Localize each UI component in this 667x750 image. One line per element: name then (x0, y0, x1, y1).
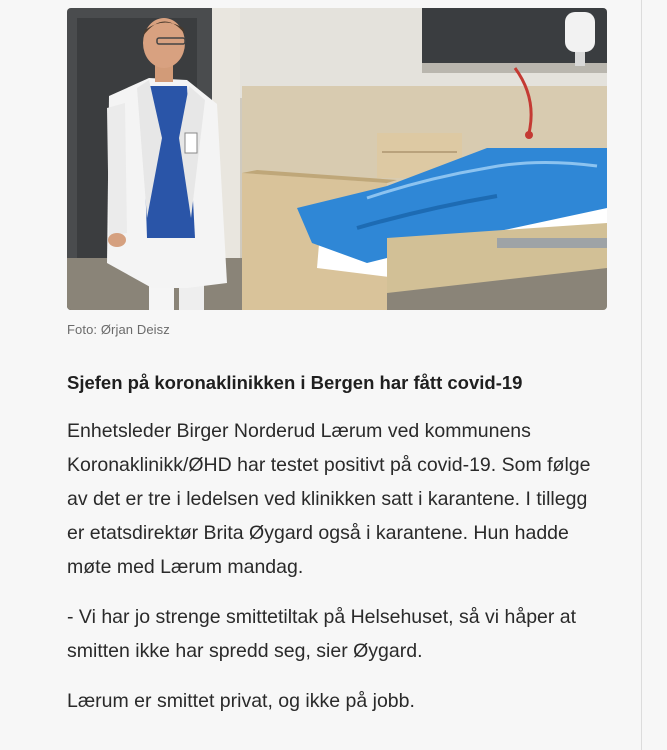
article-headline: Sjefen på koronaklinikken i Bergen har fått covid-19 (67, 372, 523, 393)
column-divider (641, 0, 642, 750)
article-paragraph-3: Lærum er smittet privat, og ikke på jobb. (67, 690, 415, 713)
article-paragraph-1: Enhetsleder Birger Norderud Lærum ved kommunens Koronaklinikk/ØHD har testet positivt på covid-19. Som følge av det er tre i ledelsen ved klinikken satt i karantene. I tillegg er etatsdirektør Brita Øygard også i karantene. Hun hadde møte med Lærum mandag. (67, 420, 591, 579)
article-paragraph-2: - Vi har jo strenge smittetiltak på Helsehuset, så vi håper at smitten ikke har spredd seg, sier Øygard. (67, 606, 577, 663)
photo-caption: Foto: Ørjan Deisz (67, 322, 170, 337)
photo-illustration (67, 8, 607, 310)
article (67, 8, 607, 718)
article-photo[interactable] (67, 8, 607, 310)
